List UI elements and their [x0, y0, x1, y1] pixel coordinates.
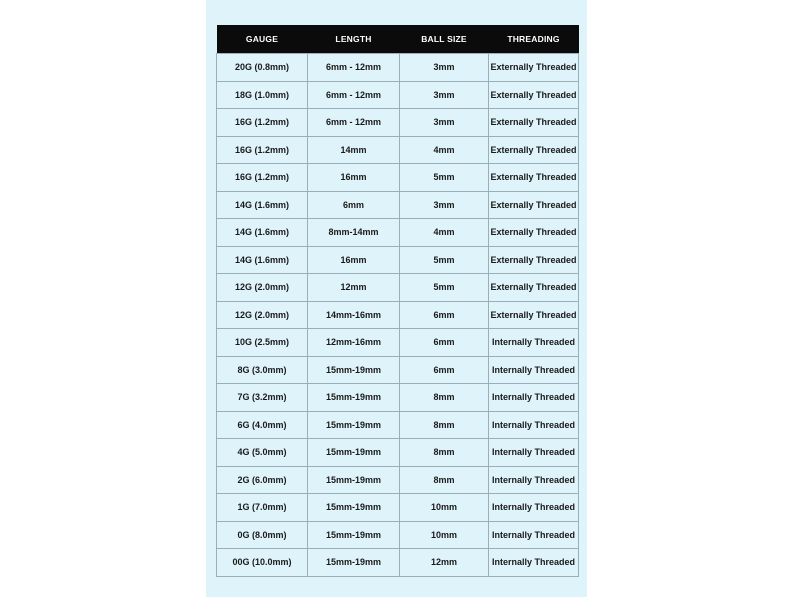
gauge-cell: 10G (2.5mm)	[217, 329, 308, 357]
length-cell: 16mm	[308, 164, 400, 192]
ball-size-cell: 5mm	[400, 164, 489, 192]
gauge-cell: 2G (6.0mm)	[217, 466, 308, 494]
length-cell: 8mm-14mm	[308, 219, 400, 247]
threading-cell: Internally Threaded	[489, 384, 579, 412]
gauge-cell: 7G (3.2mm)	[217, 384, 308, 412]
gauge-cell: 00G (10.0mm)	[217, 549, 308, 577]
header-length: LENGTH	[308, 25, 400, 54]
table-row	[217, 356, 579, 384]
table-row	[217, 384, 579, 412]
ball-size-cell: 4mm	[400, 219, 489, 247]
gauge-cell: 12G (2.0mm)	[217, 301, 308, 329]
table-body	[217, 54, 579, 577]
ball-size-cell: 4mm	[400, 136, 489, 164]
length-cell: 6mm - 12mm	[308, 54, 400, 82]
threading-cell: Externally Threaded	[489, 81, 579, 109]
threading-cell: Internally Threaded	[489, 549, 579, 577]
length-cell: 14mm	[308, 136, 400, 164]
table-row	[217, 246, 579, 274]
table-row	[217, 274, 579, 302]
ball-size-cell: 5mm	[400, 274, 489, 302]
ball-size-cell: 8mm	[400, 439, 489, 467]
table-row	[217, 301, 579, 329]
length-cell: 16mm	[308, 246, 400, 274]
gauge-cell: 14G (1.6mm)	[217, 246, 308, 274]
gauge-cell: 16G (1.2mm)	[217, 164, 308, 192]
threading-cell: Externally Threaded	[489, 301, 579, 329]
header-row	[217, 25, 579, 54]
table-header	[217, 25, 579, 54]
ball-size-cell: 8mm	[400, 384, 489, 412]
threading-cell: Internally Threaded	[489, 466, 579, 494]
length-cell: 14mm-16mm	[308, 301, 400, 329]
length-cell: 15mm-19mm	[308, 521, 400, 549]
ball-size-cell: 8mm	[400, 411, 489, 439]
ball-size-cell: 12mm	[400, 549, 489, 577]
threading-cell: Externally Threaded	[489, 274, 579, 302]
length-cell: 6mm	[308, 191, 400, 219]
threading-cell: Internally Threaded	[489, 356, 579, 384]
table-row	[217, 191, 579, 219]
length-cell: 15mm-19mm	[308, 384, 400, 412]
table-row	[217, 521, 579, 549]
table-row	[217, 329, 579, 357]
table-row	[217, 54, 579, 82]
ball-size-cell: 6mm	[400, 329, 489, 357]
table-row	[217, 109, 579, 137]
ball-size-cell: 3mm	[400, 81, 489, 109]
gauge-cell: 14G (1.6mm)	[217, 191, 308, 219]
threading-cell: Internally Threaded	[489, 329, 579, 357]
ball-size-cell: 3mm	[400, 191, 489, 219]
ball-size-cell: 6mm	[400, 301, 489, 329]
gauge-cell: 12G (2.0mm)	[217, 274, 308, 302]
length-cell: 12mm-16mm	[308, 329, 400, 357]
gauge-cell: 4G (5.0mm)	[217, 439, 308, 467]
ball-size-cell: 10mm	[400, 494, 489, 522]
ball-size-cell: 8mm	[400, 466, 489, 494]
header-threading: THREADING	[489, 25, 579, 54]
gauge-cell: 20G (0.8mm)	[217, 54, 308, 82]
threading-cell: Externally Threaded	[489, 109, 579, 137]
ball-size-cell: 6mm	[400, 356, 489, 384]
gauge-cell: 18G (1.0mm)	[217, 81, 308, 109]
table-row	[217, 164, 579, 192]
header-ball-size: BALL SIZE	[400, 25, 489, 54]
threading-cell: Externally Threaded	[489, 191, 579, 219]
length-cell: 6mm - 12mm	[308, 81, 400, 109]
length-cell: 15mm-19mm	[308, 466, 400, 494]
threading-cell: Internally Threaded	[489, 439, 579, 467]
table-row	[217, 411, 579, 439]
table-row	[217, 494, 579, 522]
ball-size-cell: 10mm	[400, 521, 489, 549]
gauge-cell: 6G (4.0mm)	[217, 411, 308, 439]
table-row	[217, 439, 579, 467]
length-cell: 15mm-19mm	[308, 549, 400, 577]
ball-size-cell: 3mm	[400, 109, 489, 137]
length-cell: 15mm-19mm	[308, 439, 400, 467]
threading-cell: Externally Threaded	[489, 164, 579, 192]
size-chart-table	[216, 25, 579, 577]
threading-cell: Externally Threaded	[489, 136, 579, 164]
length-cell: 12mm	[308, 274, 400, 302]
length-cell: 15mm-19mm	[308, 356, 400, 384]
threading-cell: Externally Threaded	[489, 219, 579, 247]
gauge-cell: 1G (7.0mm)	[217, 494, 308, 522]
threading-cell: Internally Threaded	[489, 494, 579, 522]
gauge-cell: 16G (1.2mm)	[217, 109, 308, 137]
header-gauge: GAUGE	[217, 25, 308, 54]
table-row	[217, 81, 579, 109]
gauge-cell: 0G (8.0mm)	[217, 521, 308, 549]
table-row	[217, 136, 579, 164]
threading-cell: Externally Threaded	[489, 54, 579, 82]
length-cell: 15mm-19mm	[308, 494, 400, 522]
table-row	[217, 466, 579, 494]
length-cell: 15mm-19mm	[308, 411, 400, 439]
gauge-cell: 8G (3.0mm)	[217, 356, 308, 384]
gauge-cell: 16G (1.2mm)	[217, 136, 308, 164]
gauge-cell: 14G (1.6mm)	[217, 219, 308, 247]
length-cell: 6mm - 12mm	[308, 109, 400, 137]
threading-cell: Externally Threaded	[489, 246, 579, 274]
table-row	[217, 219, 579, 247]
ball-size-cell: 5mm	[400, 246, 489, 274]
threading-cell: Internally Threaded	[489, 411, 579, 439]
threading-cell: Internally Threaded	[489, 521, 579, 549]
table-row	[217, 549, 579, 577]
ball-size-cell: 3mm	[400, 54, 489, 82]
